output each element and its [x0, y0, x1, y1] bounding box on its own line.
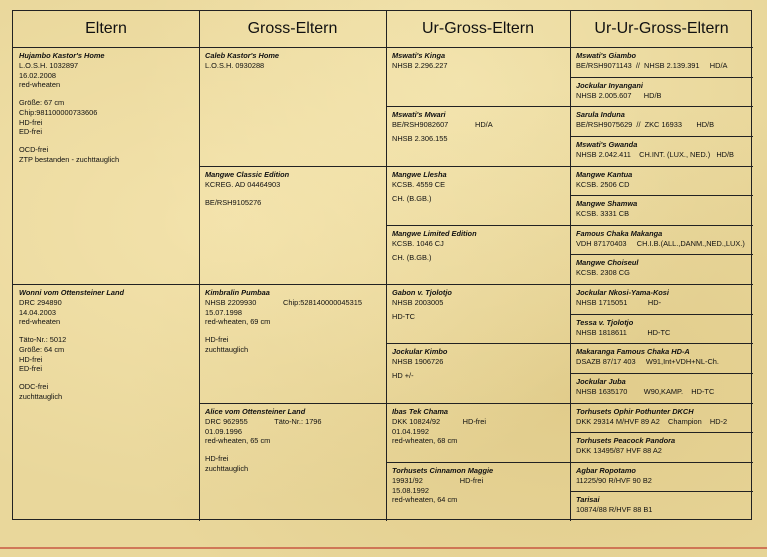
dog-name: Mangwe Kantua: [576, 170, 633, 179]
column-header: Gross-Eltern: [247, 20, 338, 37]
dog-detail: CH. (B.GB.): [392, 252, 432, 262]
dog-detail: HD-frei: [205, 454, 229, 464]
dog-name: Jockular Nkosi-Yama-Kosi: [576, 288, 669, 297]
dog-detail: 01.04.1992: [392, 426, 429, 436]
ancestor-cell: [571, 255, 752, 283]
dog-detail: NHSB 2.296.227: [392, 60, 448, 70]
dog-name: Kimbralin Pumbaa: [205, 288, 270, 297]
dog-detail: DKK 10824/92 HD-frei: [392, 416, 487, 426]
ancestor-cell: [571, 315, 752, 343]
dog-name: Mswati's Kinga: [392, 51, 446, 60]
spacer: [19, 90, 198, 98]
ancestor-cell: [571, 404, 752, 432]
ancestor-cell: [200, 285, 385, 402]
dog-detail: DKK 29314 M/HVF 89 A2 Champion HD-2: [576, 416, 728, 426]
dog-detail: 10874/88 R/HVF 88 B1: [576, 504, 653, 514]
dog-detail: KCSB. 3331 CB: [576, 208, 629, 218]
dog-name: Caleb Kastor's Home: [205, 51, 280, 60]
dog-name: Ibas Tek Chama: [392, 407, 448, 416]
ancestor-cell: [200, 48, 385, 165]
dog-detail: NHSB 1818611 HD-TC: [576, 327, 671, 337]
dog-detail: HD-frei: [205, 335, 229, 345]
dog-detail: NHSB 2.005.607 HD/B: [576, 90, 662, 100]
dog-detail: HD-TC: [392, 311, 415, 321]
dog-detail: NHSB 2003005: [392, 297, 444, 307]
ancestor-cell: [571, 107, 752, 135]
dog-detail: zuchttauglich: [205, 344, 249, 354]
ancestor-cell: [387, 344, 569, 401]
ancestor-cell: [14, 285, 198, 520]
dog-detail: 11225/90 R/HVF 90 B2: [576, 475, 652, 485]
dog-detail: 19931/92 HD-frei: [392, 475, 484, 485]
dog-name: Mswati's Gwanda: [576, 140, 638, 149]
ancestor-cell: [571, 78, 752, 106]
ancestor-cell: [387, 285, 569, 342]
dog-name: Agbar Ropotamo: [576, 466, 636, 475]
dog-name: Mswati's Giambo: [576, 51, 637, 60]
dog-detail: NHSB 1635170 W90,KAMP. HD-TC: [576, 386, 715, 396]
dog-detail: BE/RSH9082607 HD/A: [392, 119, 493, 129]
dog-name: Torhusets Peacock Pandora: [576, 436, 676, 445]
dog-detail: ZTP bestanden - zuchttauglich: [19, 154, 120, 164]
ancestor-cell: [200, 167, 385, 284]
dog-detail: CH. (B.GB.): [392, 193, 432, 203]
ancestor-cell: [571, 137, 752, 165]
spacer: [19, 137, 198, 145]
dog-detail: 01.09.1996: [205, 426, 242, 436]
ancestor-cell: [571, 196, 752, 224]
dog-detail: Größe: 64 cm: [19, 344, 65, 354]
dog-detail: VDH 87170403 CH.I.B.(ALL.,DANM.,NED.,LUX.): [576, 238, 745, 248]
ancestor-cell: [387, 48, 569, 105]
dog-detail: red-wheaten: [19, 80, 61, 90]
dog-name: Tarisai: [576, 495, 600, 504]
spacer: [19, 327, 198, 335]
dog-detail: NHSB 2.042.411 CH.INT. (LUX., NED.) HD/B: [576, 149, 734, 159]
ancestor-cell: [571, 463, 752, 491]
dog-detail: ED-frei: [19, 127, 42, 137]
dog-detail: ED-frei: [19, 364, 42, 374]
dog-name: Tessa v. Tjolotjo: [576, 318, 634, 327]
dog-detail: OCD-frei: [19, 145, 49, 155]
spacer: [19, 374, 198, 382]
ancestor-cell: [387, 404, 569, 461]
dog-detail: L.O.S.H. 0930288: [205, 60, 265, 70]
dog-name: Mangwe Llesha: [392, 170, 447, 179]
ancestor-cell: [571, 285, 752, 313]
ancestor-cell: [571, 374, 752, 402]
dog-detail: BE/RSH9071143 // NHSB 2.139.391 HD/A: [576, 60, 728, 70]
dog-detail: DSAZB 87/17 403 W91,Int+VDH+NL-Ch.: [576, 356, 719, 366]
dog-detail: DKK 13495/87 HVF 88 A2: [576, 445, 662, 455]
dog-detail: ODC-frei: [19, 382, 49, 392]
dog-detail: zuchttauglich: [205, 463, 249, 473]
ancestor-cell: [387, 463, 569, 520]
dog-detail: zuchttauglich: [19, 391, 63, 401]
dog-name: Mangwe Classic Edition: [205, 170, 290, 179]
dog-name: Mswati's Mwari: [392, 110, 446, 119]
dog-detail: red-wheaten, 68 cm: [392, 436, 458, 446]
dog-name: Mangwe Choiseul: [576, 258, 639, 267]
dog-name: Gabon v. Tjolotjo: [392, 288, 452, 297]
dog-detail: KCSB. 2506 CD: [576, 179, 630, 189]
ancestor-cell: [571, 433, 752, 461]
dog-name: Torhusets Cinnamon Maggie: [392, 466, 494, 475]
dog-name: Sarula Induna: [576, 110, 625, 119]
dog-name: Jockular Juba: [576, 377, 626, 386]
dog-detail: HD-frei: [19, 354, 43, 364]
ancestor-cell: [571, 344, 752, 372]
dog-detail: red-wheaten, 64 cm: [392, 495, 458, 505]
ancestor-cell: [571, 167, 752, 195]
dog-detail: NHSB 1715051 HD-: [576, 297, 662, 307]
dog-name: Mangwe Shamwa: [576, 199, 638, 208]
column-header: Eltern: [85, 20, 127, 37]
column-header: Ur-Ur-Gross-Eltern: [594, 20, 729, 37]
dog-detail: BE/RSH9105276: [205, 197, 262, 207]
dog-name: Wonni vom Ottensteiner Land: [19, 288, 124, 297]
dog-detail: Chip:981100000733606: [19, 107, 98, 117]
ancestor-cell: [387, 107, 569, 164]
dog-detail: NHSB 1906726: [392, 356, 444, 366]
dog-detail: KCREG. AD 04464903: [205, 179, 281, 189]
spacer: [205, 327, 385, 335]
dog-name: Famous Chaka Makanga: [576, 229, 663, 238]
dog-detail: HD-frei: [19, 117, 43, 127]
dog-name: Jockular Inyangani: [576, 81, 643, 90]
dog-detail: red-wheaten, 65 cm: [205, 436, 271, 446]
dog-detail: 15.07.1998: [205, 307, 242, 317]
dog-detail: NHSB 2.306.155: [392, 133, 448, 143]
dog-detail: Täto-Nr.: 5012: [19, 335, 67, 345]
dog-name: Alice vom Ottensteiner Land: [205, 407, 306, 416]
dog-detail: L.O.S.H. 1032897: [19, 60, 79, 70]
ancestor-cell: [14, 48, 198, 283]
dog-name: Mangwe Limited Edition: [392, 229, 477, 238]
dog-name: Jockular Kimbo: [392, 347, 448, 356]
dog-detail: NHSB 2209930 Chip:528140000045315: [205, 297, 362, 307]
column-header: Ur-Gross-Eltern: [421, 20, 534, 37]
dog-detail: HD +/-: [392, 370, 414, 380]
ancestor-cell: [200, 404, 385, 521]
pedigree-table: [12, 10, 752, 520]
dog-detail: KCSB. 1046 CJ: [392, 238, 444, 248]
ancestor-cell: [571, 226, 752, 254]
dog-detail: BE/RSH9075629 // ZKC 16933 HD/B: [576, 119, 715, 129]
dog-detail: red-wheaten: [19, 317, 61, 327]
ancestor-cell: [387, 167, 569, 224]
spacer: [205, 446, 385, 454]
spacer: [205, 190, 385, 198]
dog-name: Torhusets Ophir Pothunter DKCH: [576, 407, 694, 416]
dog-name: Hujambo Kastor's Home: [19, 51, 105, 60]
dog-detail: DRC 294890: [19, 297, 62, 307]
dog-detail: DRC 962955 Täto-Nr.: 1796: [205, 416, 322, 426]
ancestor-cell: [571, 492, 752, 520]
paper-edge-line: [0, 547, 767, 549]
dog-detail: red-wheaten, 69 cm: [205, 317, 271, 327]
dog-detail: 15.08.1992: [392, 485, 429, 495]
dog-detail: 14.04.2003: [19, 307, 56, 317]
dog-detail: KCSB. 2308 CG: [576, 267, 630, 277]
dog-detail: 16.02.2008: [19, 70, 56, 80]
ancestor-cell: [387, 226, 569, 283]
ancestor-cell: [571, 48, 752, 76]
dog-detail: Größe: 67 cm: [19, 98, 65, 108]
dog-name: Makaranga Famous Chaka HD-A: [576, 347, 690, 356]
dog-detail: KCSB. 4559 CE: [392, 179, 445, 189]
